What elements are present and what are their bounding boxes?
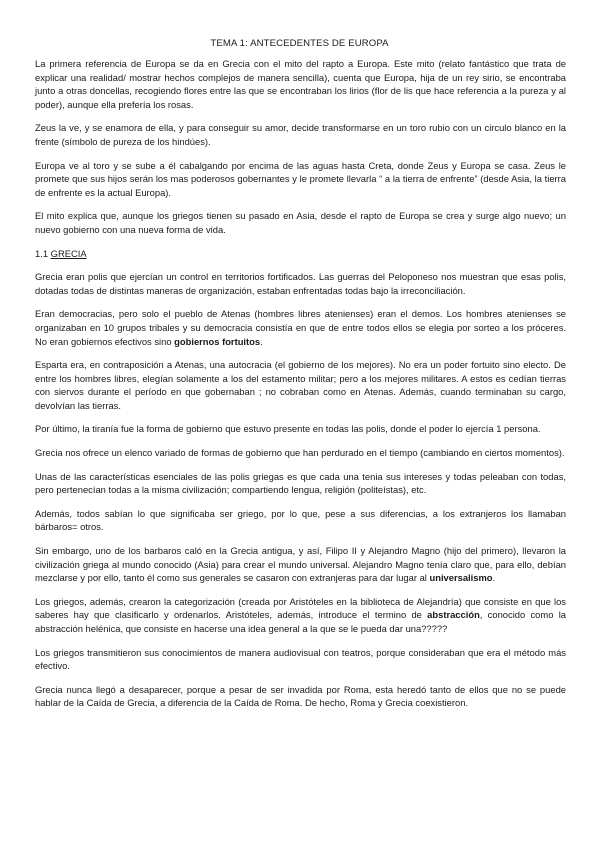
paragraph-end: . — [260, 335, 263, 347]
section-heading — [35, 247, 566, 261]
bold-term: gobiernos fortuitos — [174, 335, 261, 347]
paragraph-barbaros: Además, todos sabían lo que significaba ser griego, por lo que, pese a sus diferencias, a los extranjeros los llamaban bárbaros= otros. — [35, 507, 566, 533]
paragraph-caracteristicas: Unas de las características esenciales de las polis griegas es que cada una tenia sus intereses y todas peleaban con todas, pero pertenecían todas a la misma civilización; compartiendo lengua, religión (politeístas), etc. — [35, 470, 566, 496]
paragraph-end: , conocido como la abstracción helénica, que consiste en hacerse una idea general a la que se le pueda dar una????? — [35, 609, 566, 634]
paragraph-text: Eran democracias, pero solo el pueblo de Atenas (hombres libres atenienses) eran el demos. Los hombres atenienses se organizaban en 10 grupos tribales y su democracia consistía en que de entre todos ellos se elegia por sorteo a los próceres. No eran gobiernos efectivos sino — [35, 308, 566, 347]
paragraph-teatros: Los griegos transmitieron sus conocimientos de manera audiovisual con teatros, porque consideraban que era el método más efectivo. — [35, 646, 566, 672]
paragraph-europa-creta: Europa ve al toro y se sube a él cabalgando por encima de las aguas hasta Creta, donde Zeus y Europa se casa. Zeus le promete que sus hijos serán los mas poderosos gobernantes y le promete llevarla “ a la tierra de enfrente” (desde Asia, la tierra de enfrente es la actual Europa). — [35, 159, 566, 198]
section-number: 1.1 — [35, 247, 49, 259]
bold-term: abstracción — [427, 609, 480, 621]
paragraph-categorizacion — [35, 595, 566, 636]
paragraph-democracias — [35, 307, 566, 348]
bold-term: universalismo — [429, 572, 493, 584]
paragraph-end: . — [492, 572, 496, 584]
section-label: GRECIA — [50, 247, 87, 259]
paragraph-text: Sin embargo, uno de los barbaros caló en la Grecia antigua, y así, Filipo II y Alejandro Magno (hijo del primero), llevaron la civilización griega al mundo conocido (Asia) para crear el mundo universal. Alejandro Magno tenía claro que, para ello, debían mezclarse y por ello, tanto él como sus generales se casaron con extranjeras para dar lugar al — [35, 545, 566, 584]
paragraph-elenco: Grecia nos ofrece un elenco variado de formas de gobierno que han perdurado en el tiempo (cambiando en ciertos momentos). — [35, 447, 565, 459]
paragraph-mito-explica: El mito explica que, aunque los griegos tienen su pasado en Asia, desde el rapto de Europa se crea y surge algo nuevo; un nuevo gobierno con una nueva forma de vida. — [35, 210, 566, 235]
paragraph-universalismo — [35, 544, 566, 585]
document-body — [35, 57, 566, 720]
paragraph-polis: Grecia eran polis que ejercían un control en territorios fortificados. Las guerras del Peloponeso nos muestran que esas polis, dotadas todas de distintas maneras de organización, estaban enfrentadas todas bajo la irreconciliación. — [35, 271, 566, 296]
paragraph-esparta: Esparta era, en contraposición a Atenas, una autocracia (el gobierno de los mejores). No era un poder fortuito sino electo. De entre los hombres libres, elegían solamente a los del estamento militar; pero a los mejores militares. A estos es cedían tierras con siervos durante el período en que gobernaban ; no cobraban como en Atenas. Además, cuando terminaban su cargo, devolvían las tierras. — [35, 359, 566, 411]
document-title: TEMA 1: ANTECEDENTES DE EUROPA — [210, 38, 389, 49]
paragraph-zeus: Zeus la ve, y se enamora de ella, y para conseguir su amor, decide transformarse en un toro rubio con un circulo blanco en la frente (símbolo de pureza de los hindúes). — [35, 122, 566, 147]
paragraph-roma: Grecia nunca llegó a desaparecer, porque a pesar de ser invadida por Roma, esta heredó tanto de ellos que no se puede hablar de la Caída de Grecia, a diferencia de la Caída de Roma. De hecho, Roma y Grecia coexistieron. — [35, 683, 566, 709]
paragraph-tirania: Por último, la tiranía fue la forma de gobierno que estuvo presente en todas las polis, donde el poder lo ejercía 1 persona. — [35, 423, 541, 435]
paragraph-text: Los griegos, además, crearon la categorización (creada por Aristóteles en la biblioteca de Alejandría) que consiste en que los saberes hay que clasificarlo y ordenarlos. Aristóteles, además, introduce el termino de — [35, 595, 566, 621]
paragraph-intro: La primera referencia de Europa se da en Grecia con el mito del rapto a Europa. Este mito (relato fantástico que trata de explicar una realidad/ mostrar hechos complejos de manera sencilla), cuenta que Europa, hija de un rey sirio, se encontraba junto a otras doncellas, recogiendo flores entre las que se encontraban los lirios (flor de lis que hace referencia a la pureza y al poder), aunque ella prefería los rosas. — [35, 58, 566, 110]
